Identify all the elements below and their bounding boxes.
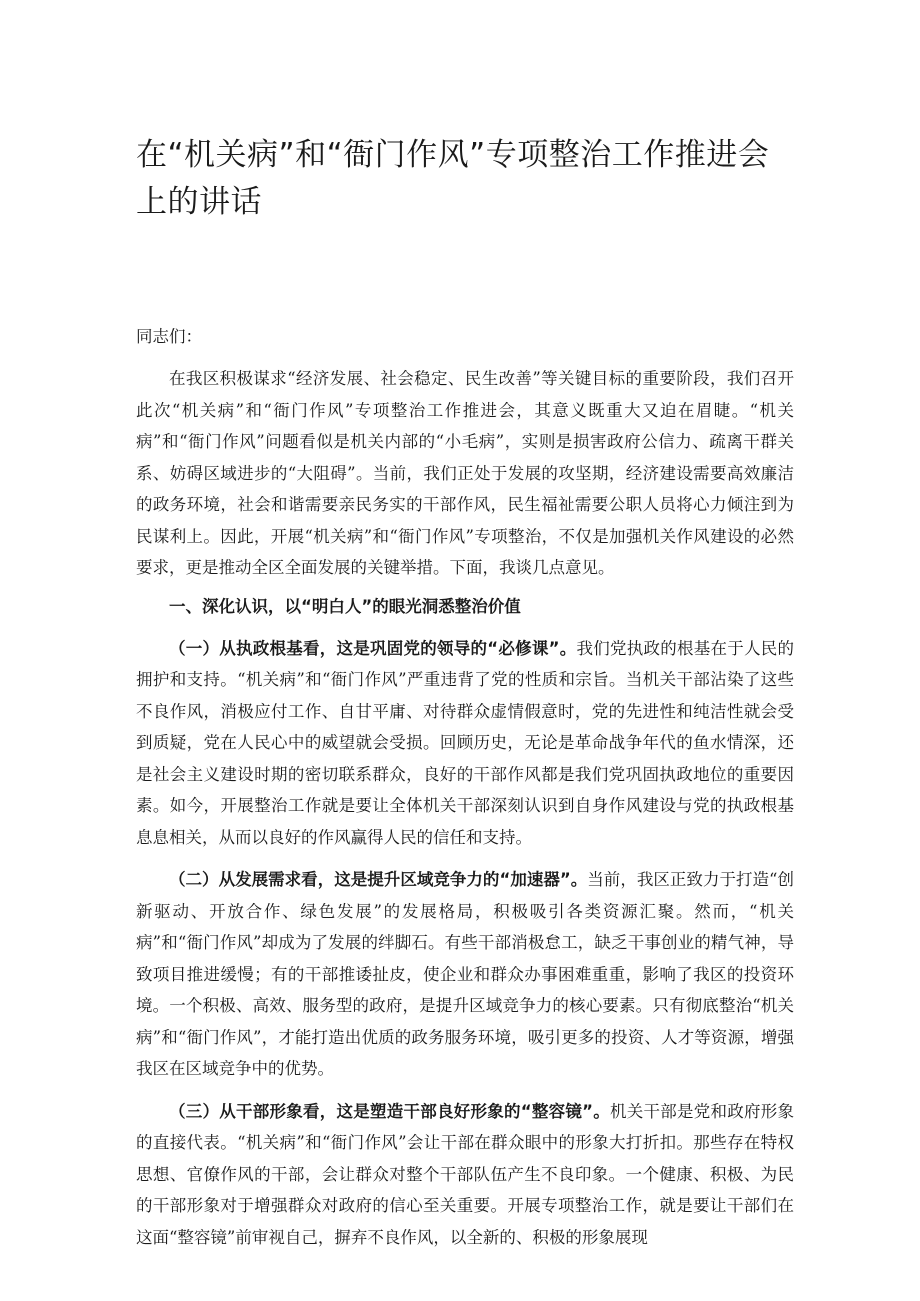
point-lead-1: （一）从执政根基看，这是巩固党的领导的“必修课”。	[169, 638, 577, 658]
point-body-3: 机关干部是党和政府形象的直接代表。“机关病”和“衙门作风”会让干部在群众眼中的形象大打折扣。那些存在特权思想、官僚作风的干部，会让群众对整个干部队伍产生不良印象。一个健康、积极、为民的干部形象对于增强群众对政府的信心至关重要。开展专项整治工作，就是要让干部们在这面“整容镜”前审视自己，摒弃不良作风，以全新的、积极的形象展现	[136, 1101, 794, 1247]
point-body-2: 当前，我区正致力于打造“创新驱动、开放合作、绿色发展”的发展格局，积极吸引各类资源汇聚。然而，“机关病”和“衙门作风”却成为了发展的绊脚石。有些干部消极怠工，缺乏干事创业的精气神，导致项目推进缓慢；有的干部推诿扯皮，使企业和群众办事困难重重，影响了我区的投资环境。一个积极、高效、服务型的政府，是提升区域竞争力的核心要素。只有彻底整治“机关病”和“衙门作风”，才能打造出优质的政务服务环境，吸引更多的投资、人才等资源，增强我区在区域竞争中的优势。	[136, 870, 794, 1078]
point-paragraph-3	[136, 1096, 794, 1254]
section-heading-1: 一、深化认识，以“明白人”的眼光洞悉整治价值	[169, 596, 521, 616]
point-body-1: 我们党执政的根基在于人民的拥护和支持。“机关病”和“衙门作风”严重违背了党的性质和宗旨。当机关干部沾染了这些不良作风，消极应付工作、自甘平庸、对待群众虚情假意时，党的先进性和纯洁性就会受到质疑，党在人民心中的威望就会受损。回顾历史，无论是革命战争年代的鱼水情深，还是社会主义建设时期的密切联系群众，良好的干部作风都是我们党巩固执政地位的重要因素。如今，开展整治工作就是要让全体机关干部深刻认识到自身作风建设与党的执政根基息息相关，从而以良好的作风赢得人民的信任和支持。	[136, 638, 794, 847]
intro-paragraph: 在我区积极谋求“经济发展、社会稳定、民生改善”等关键目标的重要阶段，我们召开此次“机关病”和“衙门作风”专项整治工作推进会，其意义既重大又迫在眉睫。“机关病”和“衙门作风”问题看似是机关内部的“小毛病”，实则是损害政府公信力、疏离干群关系、妨碍区域进步的“大阻碍”。当前，我们正处于发展的攻坚期，经济建设需要高效廉洁的政务环境，社会和谐需要亲民务实的干部作风，民生福祉需要公职人员将心力倾注到为民谋利上。因此，开展“机关病”和“衙门作风”专项整治，不仅是加强机关作风建设的必然要求，更是推动全区全面发展的关键举措。下面，我谈几点意见。	[136, 369, 794, 577]
document-title: 在“机关病”和“衙门作风”专项整治工作推进会上的讲话	[136, 137, 770, 220]
point-paragraph-1	[136, 633, 794, 854]
point-lead-2: （二）从发展需求看，这是提升区域竞争力的“加速器”。	[169, 870, 588, 889]
point-paragraph-2	[136, 864, 794, 1085]
point-lead-3: （三）从干部形象看，这是塑造干部良好形象的“整容镜”。	[169, 1101, 610, 1121]
document-page	[136, 132, 794, 1253]
greeting: 同志们：	[136, 327, 202, 346]
